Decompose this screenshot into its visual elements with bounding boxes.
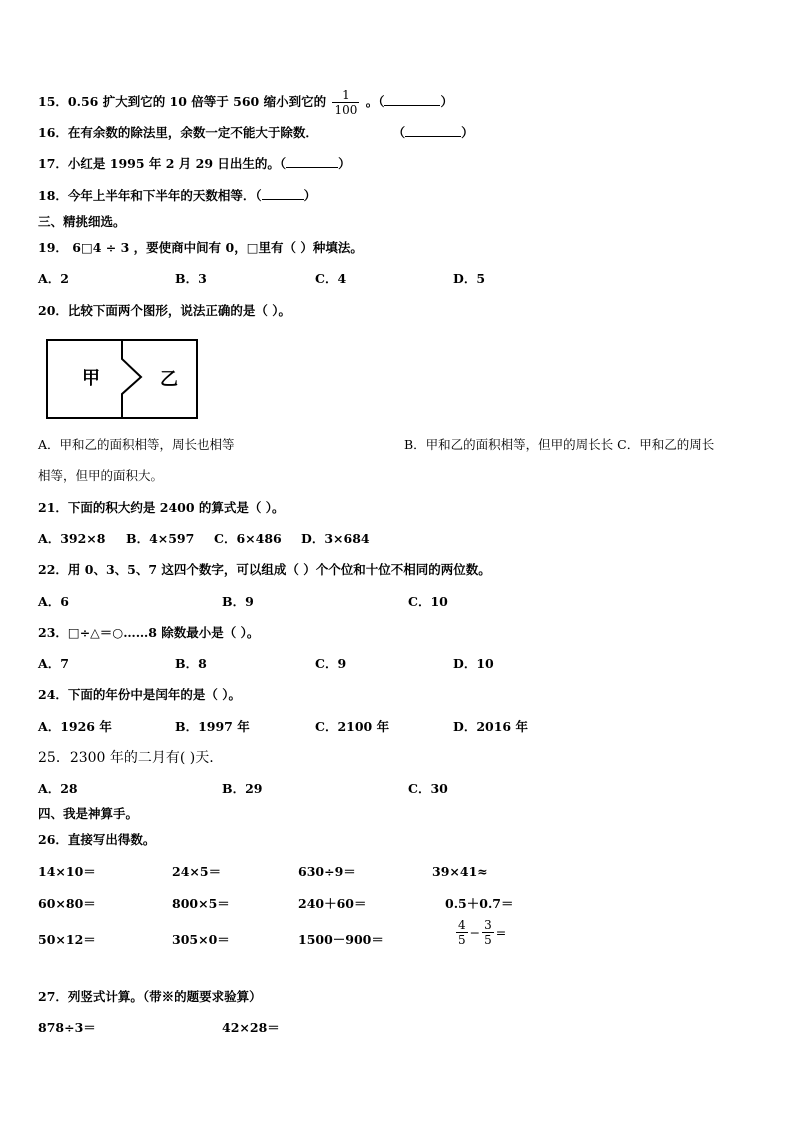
- q26-r2-c4: 0.5＋0.7＝: [445, 896, 514, 911]
- q16-answer-blank[interactable]: [405, 124, 461, 137]
- q25-option-a[interactable]: A．28: [38, 781, 78, 796]
- q26-r2-c1: 60×80＝: [38, 896, 96, 911]
- q19-option-d[interactable]: D．5: [453, 271, 486, 286]
- q23-option-b[interactable]: B．8: [175, 656, 207, 671]
- frac-eq: =: [495, 925, 507, 940]
- q26-r3-c4-fraction-expression: [454, 918, 506, 947]
- q26-r2-c3: 240＋60＝: [298, 896, 367, 911]
- frac-a: [456, 918, 468, 947]
- q17-text: 17．小红是 1995 年 2 月 29 日出生的。（: [38, 156, 287, 171]
- q26-r1-c1: 14×10＝: [38, 864, 96, 879]
- question-20: 20．比较下面两个图形，说法正确的是（ ）。: [38, 303, 291, 318]
- q22-option-c[interactable]: C．10: [408, 594, 448, 609]
- q26-r1-c4: 39×41≈: [432, 864, 488, 879]
- frac-b-num: 3: [484, 918, 492, 932]
- q20-option-bc[interactable]: B．甲和乙的面积相等，但甲的周长长 C．甲和乙的周长: [404, 437, 715, 452]
- question-24: 24．下面的年份中是闰年的是（ ）。: [38, 687, 241, 702]
- q15-frac-num: 1: [332, 88, 359, 103]
- q22-option-b[interactable]: B．9: [222, 594, 254, 609]
- q18-text: 18．今年上半年和下半年的天数相等．（: [38, 188, 262, 203]
- section-3-heading: 三、精挑细选。: [38, 214, 126, 229]
- q19-option-a[interactable]: A．2: [38, 271, 69, 286]
- q26-r3-c2: 305×0＝: [172, 932, 230, 947]
- q17-close: ）: [338, 156, 351, 171]
- q26-r1-c3: 630÷9＝: [298, 864, 356, 879]
- q26-r2-c2: 800×5＝: [172, 896, 230, 911]
- q20-option-c-continued: 相等，但甲的面积大。: [38, 468, 164, 483]
- q24-option-c[interactable]: C．2100 年: [315, 719, 390, 734]
- q26-r1-c2: 24×5＝: [172, 864, 222, 879]
- q23-option-a[interactable]: A．7: [38, 656, 69, 671]
- q17-answer-blank[interactable]: [286, 155, 338, 168]
- frac-op: −: [469, 925, 481, 940]
- frac-a-num: 4: [458, 918, 466, 932]
- q15-fraction: [332, 88, 359, 117]
- q15-frac-den: 100: [334, 103, 358, 117]
- q24-option-b[interactable]: B．1997 年: [175, 719, 250, 734]
- q16-text: 16．在有余数的除法里，余数一定不能大于除数．: [38, 125, 318, 140]
- question-27: 27．列竖式计算。（带※的题要求验算）: [38, 989, 262, 1004]
- q16-close: ）: [461, 125, 474, 140]
- q21-option-b[interactable]: B．4×597: [126, 531, 195, 546]
- q23-option-d[interactable]: D．10: [453, 656, 494, 671]
- q27-item-1: 878÷3＝: [38, 1020, 96, 1035]
- q25-option-b[interactable]: B．29: [222, 781, 263, 796]
- q21-option-c[interactable]: C．6×486: [214, 531, 282, 546]
- question-17: [38, 155, 351, 173]
- q21-option-a[interactable]: A．392×8: [38, 531, 106, 546]
- q15-answer-blank[interactable]: [384, 93, 440, 106]
- question-26: 26．直接写出得数。: [38, 832, 156, 847]
- q23-option-c[interactable]: C．9: [315, 656, 347, 671]
- q20-option-a[interactable]: A．甲和乙的面积相等，周长也相等: [38, 437, 235, 452]
- question-18: [38, 187, 316, 205]
- q20-figure: [46, 339, 198, 419]
- q16-open: （: [392, 125, 406, 140]
- q18-close: ）: [303, 188, 317, 203]
- q24-option-d[interactable]: D．2016 年: [453, 719, 528, 734]
- q26-r3-c3: 1500－900＝: [298, 932, 384, 947]
- question-22: 22．用 0、3、5、7 这四个数字，可以组成（ ）个个位和十位不相同的两位数。: [38, 562, 491, 577]
- section-4-heading: 四、我是神算手。: [38, 806, 139, 821]
- question-23: 23．□÷△＝○……8 除数最小是（ ）。: [38, 625, 260, 640]
- q25-option-c[interactable]: C．30: [408, 781, 448, 796]
- frac-b: [482, 918, 494, 947]
- question-15: [38, 88, 453, 117]
- frac-a-den: 5: [458, 933, 466, 947]
- figure-divider-line: [122, 340, 141, 418]
- q22-option-a[interactable]: A．6: [38, 594, 69, 609]
- question-19: 19． 6□4 ÷ 3 ，要使商中间有 0，□里有（ ）种填法。: [38, 240, 363, 255]
- question-25: 25．2300 年的二月有( )天.: [38, 750, 214, 766]
- q21-option-d[interactable]: D．3×684: [301, 531, 370, 546]
- q18-answer-blank[interactable]: [262, 187, 304, 200]
- q15-close: ）: [440, 94, 453, 109]
- q26-r3-c1: 50×12＝: [38, 932, 96, 947]
- figure-label-jia: 甲: [82, 368, 100, 389]
- q27-item-2: 42×28＝: [222, 1020, 280, 1035]
- question-21: 21．下面的积大约是 2400 的算式是（ ）。: [38, 500, 285, 515]
- q15-post: 。（: [365, 94, 385, 109]
- q19-option-b[interactable]: B．3: [175, 271, 207, 286]
- question-16: [38, 124, 474, 142]
- q19-option-c[interactable]: C．4: [315, 271, 347, 286]
- frac-b-den: 5: [484, 933, 492, 947]
- q15-text: 15．0.56 扩大到它的 10 倍等于 560 缩小到它的: [38, 94, 327, 109]
- q24-option-a[interactable]: A．1926 年: [38, 719, 112, 734]
- figure-label-yi: 乙: [160, 369, 178, 390]
